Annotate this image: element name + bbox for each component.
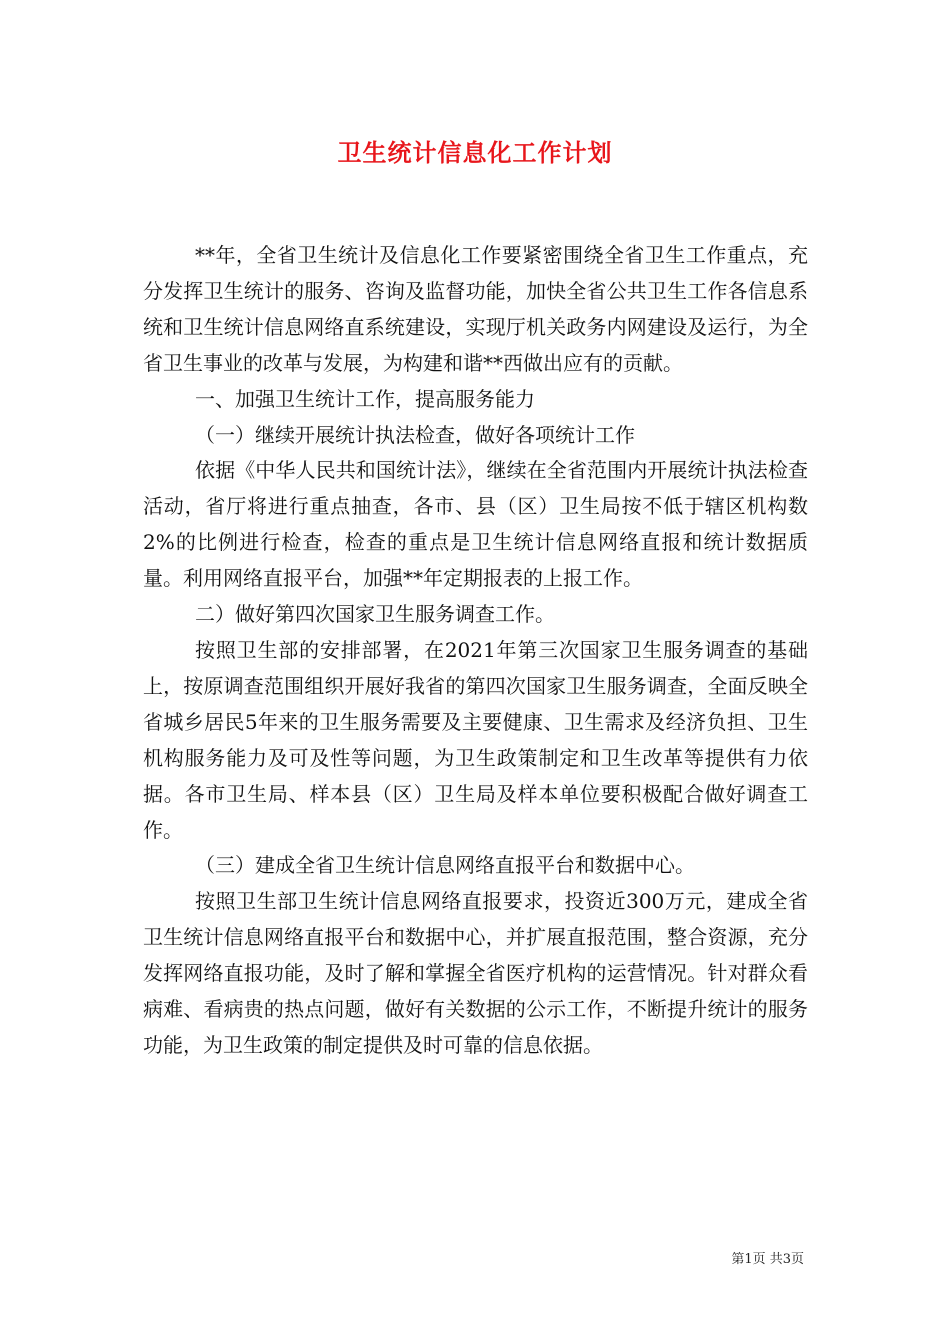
intro-paragraph: **年，全省卫生统计及信息化工作要紧密围绕全省卫生工作重点，充分发挥卫生统计的服务、咨询及监督功能，加快全省公共卫生工作各信息系统和卫生统计信息网络直系统建设，实现厅机关政务内网建设及运行，为全省卫生事业的改革与发展，为构建和谐**西做出应有的贡献。 bbox=[143, 243, 808, 375]
subsection-heading-1: （一）继续开展统计执法检查，做好各项统计工作 bbox=[195, 422, 635, 447]
document-title: 卫生统计信息化工作计划 bbox=[337, 138, 613, 167]
paragraph-statistics-law: 依据《中华人民共和国统计法》，继续在全省范围内开展统计执法检查活动，省厅将进行重点抽查，各市、县（区）卫生局按不低于辖区机构数2%的比例进行检查，检查的重点是卫生统计信息网络直报和统计数据质量。利用网络直报平台，加强**年定期报表的上报工作。 bbox=[143, 458, 808, 591]
section-heading-1: 一、加强卫生统计工作，提高服务能力 bbox=[195, 386, 535, 411]
document-body bbox=[143, 238, 808, 1064]
paragraph-data-center: 按照卫生部卫生统计信息网络直报要求，投资近300万元，建成全省卫生统计信息网络直报平台和数据中心，并扩展直报范围，整合资源，充分发挥网络直报功能，及时了解和掌握全省医疗机构的运营情况。针对群众看病难、看病贵的热点问题，做好有关数据的公示工作，不断提升统计的服务功能，为卫生政策的制定提供及时可靠的信息依据。 bbox=[143, 889, 808, 1057]
subsection-heading-3: （三）建成全省卫生统计信息网络直报平台和数据中心。 bbox=[195, 853, 695, 878]
subsection-heading-2: 二）做好第四次国家卫生服务调查工作。 bbox=[195, 602, 555, 627]
page-number: 第1页 共3页 bbox=[731, 1252, 804, 1267]
paragraph-health-survey: 按照卫生部的安排部署，在2021年第三次国家卫生服务调查的基础上，按原调查范围组织开展好我省的第四次国家卫生服务调查，全面反映全省城乡居民5年来的卫生服务需要及主要健康、卫生需求及经济负担、卫生机构服务能力及可及性等问题，为卫生政策制定和卫生改革等提供有力依据。各市卫生局、样本县（区）卫生局及样本单位要积极配合做好调查工作。 bbox=[143, 637, 808, 842]
